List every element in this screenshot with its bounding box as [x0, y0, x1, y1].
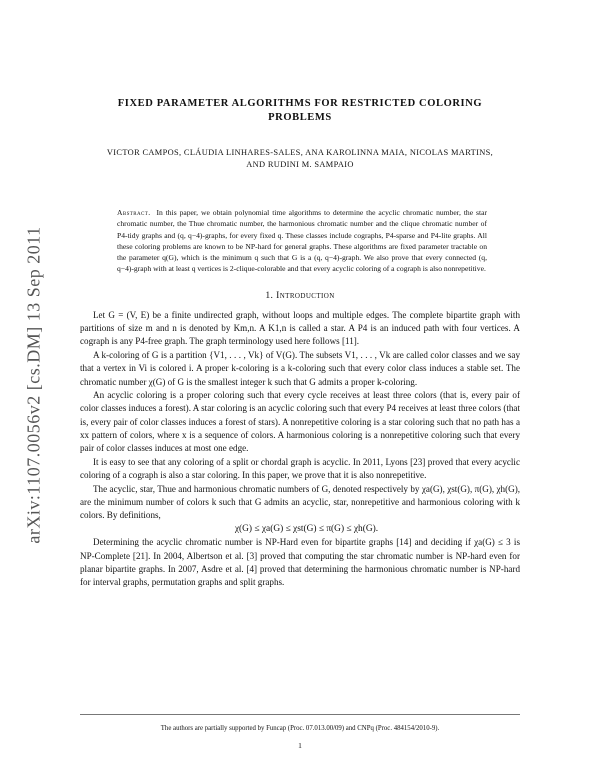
page-number: 1 — [298, 741, 302, 750]
abstract — [117, 207, 487, 275]
arxiv-id: arXiv:1107.0056v2 [cs.DM] 13 Sep 2011 — [23, 226, 44, 544]
paragraph: It is easy to see that any coloring of a split or chordal graph is acyclic. In 2011, Lyons [23] proved that every acyclic coloring of a cograph is also a star coloring. In this paper, we prove that it is also nonrepetitive. — [80, 456, 520, 480]
footnote: The authors are partially supported by Funcap (Proc. 07.013.00/09) and CNPq (Proc. 484154/2010-9). — [160, 725, 440, 732]
paragraph: A k-coloring of G is a partition {V1, . . . , Vk} of V(G). The subsets V1, . . . , Vk are called color classes and we say that a vertex in Vi is colored i. A proper k-coloring is a k-coloring such that every color class induces a stable set. The chromatic number χ(G) of G is the smallest integer k such that G admits a proper k-coloring. — [80, 350, 520, 387]
paragraph: Determining the acyclic chromatic number is NP-Hard even for bipartite graphs [14] and deciding if χa(G) ≤ 3 is NP-Complete [21]. In 2004, Albertson et al. [3] proved that computing the star chromatic number is NP-hard even for planar bipartite graphs. In 2007, Asdre et al. [4] proved that determining the harmonious chromatic number is NP-hard for interval graphs, permutation graphs and split graphs. — [80, 537, 520, 588]
arxiv-stamp — [22, 180, 46, 590]
authors-line-1: VICTOR CAMPOS, CLÁUDIA LINHARES-SALES, ANA KAROLINNA MAIA, NICOLAS MARTINS, — [106, 148, 494, 157]
paragraph: The acyclic, star, Thue and harmonious chromatic numbers of G, denoted respectively by χa(G), χst(G), π(G), χh(G), are the minimum number of colors k such that G admits an acyclic, star, nonrepetitive and harmonious coloring with k colors. By definitions, — [80, 483, 520, 521]
abstract-label: Abstract. — [117, 208, 151, 217]
footnote-rule — [80, 714, 520, 715]
body-text — [80, 309, 520, 590]
authors-line-2: AND RUDINI M. SAMPAIO — [246, 160, 354, 169]
author-list — [80, 147, 520, 171]
paragraph: Let G = (V, E) be a finite undirected graph, without loops and multiple edges. The complete bipartite graph with partitions of size m and n is denoted by Km,n. A K1,n is called a star. A P4 is an induced path with four vertices. A cograph is any P4-free graph. The graph terminology used here follows [11]. — [80, 310, 520, 347]
section-heading: 1. Introduction — [265, 290, 335, 301]
abstract-text: In this paper, we obtain polynomial time algorithms to determine the acyclic chromatic number, the star chromatic number, the Thue chromatic number, the harmonious chromatic number and the clique chromatic number of P4-tidy graphs and (q, q−4)-graphs, for every fixed q. These classes include cographs, P4-sparse and P4-lite graphs. All these coloring problems are known to be NP-hard for general graphs. These algorithms are fixed parameter tractable on the parameter q(G), which is the minimum q such that G is a (q, q−4)-graph. We also prove that every connected (q, q−4)-graph with at least q vertices is 2-clique-colorable and that every acyclic coloring of a cograph is also nonrepetitive. — [117, 208, 487, 274]
equation: χ(G) ≤ χa(G) ≤ χst(G) ≤ π(G) ≤ χh(G). — [234, 523, 379, 534]
title-line-2: PROBLEMS — [268, 112, 332, 123]
paper-title — [90, 97, 510, 125]
title-line-1: FIXED PARAMETER ALGORITHMS FOR RESTRICTED COLORING — [117, 98, 483, 109]
paragraph: An acyclic coloring is a proper coloring such that every cycle receives at least three colors (that is, every pair of color classes induces a forest). A star coloring is an acyclic coloring such that every P4 receives at least three colors (that is, every pair of color classes induces a forest of stars). A nonrepetitive coloring is a star coloring such that no path has a xx pattern of colors, where x is a sequence of colors. A harmonious coloring is a nonrepetitive coloring such that every pair of color classes induces at most one edge. — [80, 390, 520, 454]
